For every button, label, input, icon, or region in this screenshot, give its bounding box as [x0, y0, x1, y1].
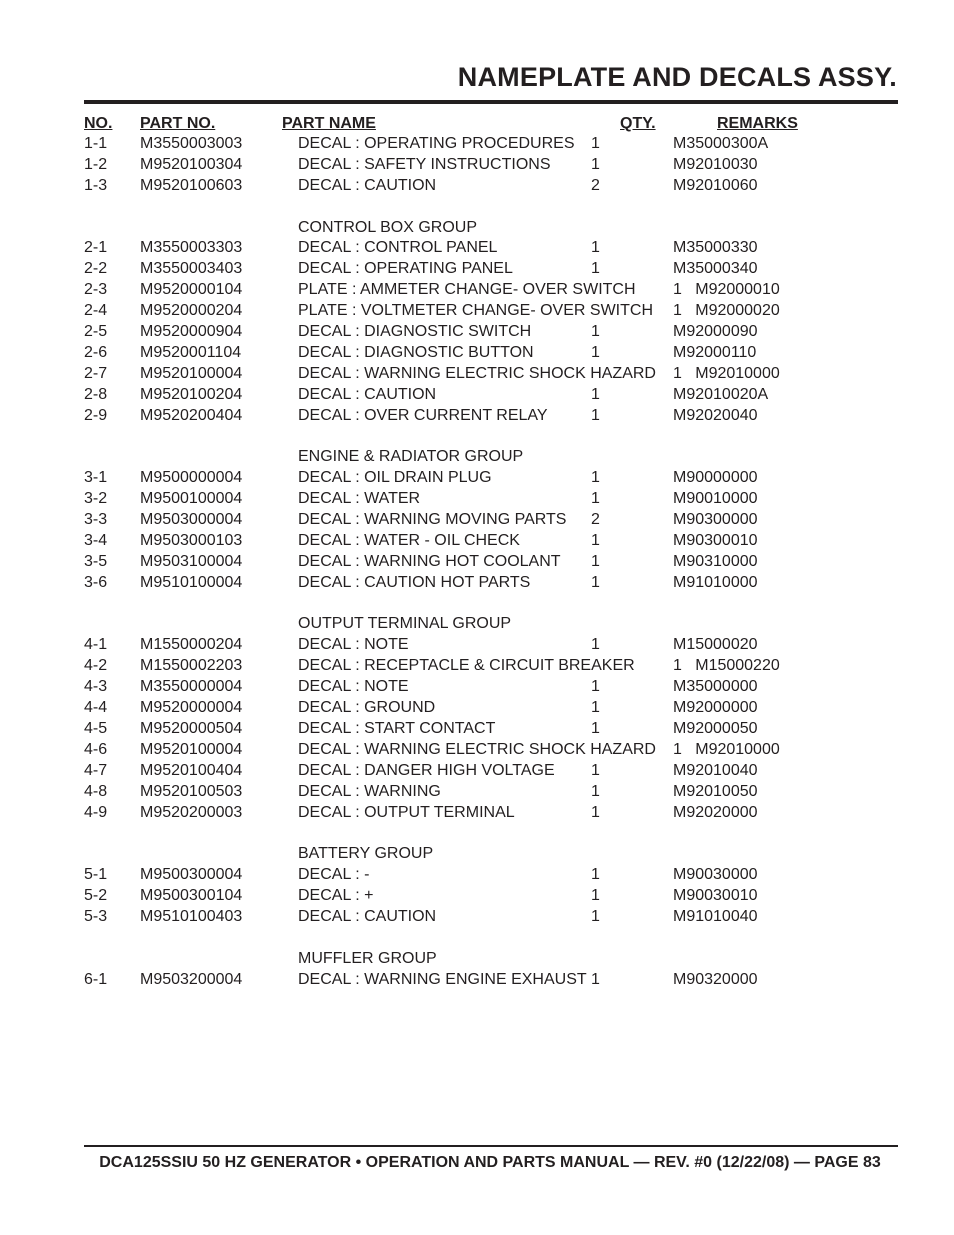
quantity: 1 [591, 385, 600, 403]
remarks: M90030000 [673, 866, 758, 884]
part-number: M9520000904 [140, 323, 243, 341]
part-number: M9520100004 [140, 740, 243, 758]
part-number: M3550003403 [140, 260, 243, 278]
spacer-row [0, 928, 954, 949]
qty-remarks: 1 M92000020 [673, 302, 780, 320]
table-row [0, 970, 954, 991]
part-number: M9520100004 [140, 364, 243, 382]
table-row [0, 301, 954, 322]
part-name: DECAL : DIAGNOSTIC SWITCH [298, 323, 532, 341]
table-row [0, 803, 954, 824]
table-row [0, 886, 954, 907]
group-heading [0, 949, 954, 970]
quantity: 1 [591, 887, 600, 905]
part-name: DECAL : CAUTION [298, 385, 437, 403]
part-number: M9520100204 [140, 385, 243, 403]
spacer-row [0, 426, 954, 447]
part-name: DECAL : DANGER HIGH VOLTAGE [298, 761, 555, 779]
header-remarks: REMARKS [717, 115, 798, 132]
part-name: DECAL : NOTE [298, 678, 409, 696]
part-name: DECAL : - [298, 866, 370, 884]
part-number: M9520200404 [140, 406, 243, 424]
part-number: M9520100503 [140, 782, 243, 800]
quantity: 1 [591, 490, 600, 508]
item-number: 3-1 [84, 469, 108, 487]
quantity: 1 [591, 531, 600, 549]
part-number: M3550003303 [140, 239, 243, 257]
item-number: 2-8 [84, 385, 108, 403]
item-number: 2-2 [84, 260, 108, 278]
quantity: 2 [591, 176, 600, 194]
table-row [0, 343, 954, 364]
item-number: 2-4 [84, 302, 108, 320]
quantity: 1 [591, 719, 600, 737]
footer-divider [84, 1145, 898, 1147]
quantity: 1 [591, 573, 600, 591]
part-number: M9520000204 [140, 302, 243, 320]
part-number: M9520000004 [140, 699, 243, 717]
table-row [0, 322, 954, 343]
item-number: 4-4 [84, 699, 108, 717]
remarks: M90300000 [673, 511, 758, 529]
header-qty: QTY. [620, 115, 656, 132]
quantity: 1 [591, 970, 600, 988]
table-row [0, 385, 954, 406]
group-name: OUTPUT TERMINAL GROUP [298, 615, 512, 633]
item-number: 5-1 [84, 866, 108, 884]
qty-remarks: 1 M15000220 [673, 657, 780, 675]
part-name: DECAL : WARNING ENGINE EXHAUST [298, 970, 587, 988]
part-name: DECAL : OPERATING PROCEDURES [298, 135, 575, 152]
quantity: 1 [591, 343, 600, 361]
group-heading [0, 844, 954, 865]
item-number: 2-9 [84, 406, 108, 424]
table-row [0, 406, 954, 427]
quantity: 1 [591, 406, 600, 424]
part-number: M9520100404 [140, 761, 243, 779]
part-name: DECAL : OPERATING PANEL [298, 260, 513, 278]
part-name: DECAL : OUTPUT TERMINAL [298, 803, 515, 821]
part-name: PLATE : VOLTMETER CHANGE- OVER SWITCH [298, 302, 653, 320]
item-number: 3-3 [84, 511, 108, 529]
part-number: M3550003003 [140, 135, 243, 152]
table-row [0, 698, 954, 719]
part-name: DECAL : CONTROL PANEL [298, 239, 498, 257]
group-name: CONTROL BOX GROUP [298, 218, 477, 236]
quantity: 1 [591, 866, 600, 884]
quantity: 1 [591, 678, 600, 696]
table-row [0, 761, 954, 782]
remarks: M35000000 [673, 678, 758, 696]
remarks: M92010030 [673, 155, 758, 173]
remarks: M92000110 [673, 343, 757, 361]
quantity: 1 [591, 636, 600, 654]
quantity: 1 [591, 699, 600, 717]
remarks: M92010040 [673, 761, 758, 779]
part-name: DECAL : WARNING ELECTRIC SHOCK HAZARD [298, 740, 656, 758]
part-name: DECAL : WARNING ELECTRIC SHOCK HAZARD [298, 364, 656, 382]
qty-remarks: 1 M92000010 [673, 281, 780, 299]
table-row [0, 677, 954, 698]
part-number: M9500300104 [140, 887, 243, 905]
item-number: 5-3 [84, 907, 108, 925]
header-part-no: PART NO. [140, 115, 216, 132]
part-number: M1550000204 [140, 636, 243, 654]
item-number: 3-5 [84, 552, 108, 570]
item-number: 3-2 [84, 490, 108, 508]
part-name: DECAL : + [298, 887, 374, 905]
item-number: 3-4 [84, 531, 108, 549]
quantity: 1 [591, 907, 600, 925]
quantity: 1 [591, 761, 600, 779]
part-name: DECAL : WATER [298, 490, 421, 508]
part-name: DECAL : WATER - OIL CHECK [298, 531, 520, 549]
part-number: M1550002203 [140, 657, 243, 675]
table-row [0, 176, 954, 197]
part-name: DECAL : CAUTION [298, 907, 437, 925]
parts-table [0, 134, 954, 991]
item-number: 4-1 [84, 636, 108, 654]
part-number: M9520100304 [140, 155, 243, 173]
part-number: M9503000103 [140, 531, 243, 549]
remarks: M92020000 [673, 803, 758, 821]
table-row [0, 573, 954, 594]
part-number: M9520100603 [140, 176, 243, 194]
quantity: 1 [591, 469, 600, 487]
part-name: PLATE : AMMETER CHANGE- OVER SWITCH [298, 281, 636, 299]
item-number: 4-8 [84, 782, 108, 800]
part-name: DECAL : START CONTACT [298, 719, 496, 737]
group-name: ENGINE & RADIATOR GROUP [298, 448, 524, 466]
item-number: 4-9 [84, 803, 108, 821]
quantity: 1 [591, 552, 600, 570]
remarks: M90000000 [673, 469, 758, 487]
remarks: M90310000 [673, 552, 758, 570]
item-number: 1-2 [84, 155, 108, 173]
remarks: M90320000 [673, 970, 758, 988]
part-name: DECAL : DIAGNOSTIC BUTTON [298, 343, 534, 361]
remarks: M92000000 [673, 699, 758, 717]
group-heading [0, 614, 954, 635]
item-number: 1-1 [84, 135, 108, 152]
remarks: M90010000 [673, 490, 758, 508]
remarks: M91010000 [673, 573, 758, 591]
quantity: 1 [591, 239, 600, 257]
table-row [0, 782, 954, 803]
table-row [0, 719, 954, 740]
title-divider [84, 100, 898, 104]
part-name: DECAL : OIL DRAIN PLUG [298, 469, 492, 487]
table-row [0, 134, 954, 155]
item-number: 4-5 [84, 719, 108, 737]
quantity: 1 [591, 803, 600, 821]
spacer-row [0, 823, 954, 844]
remarks: M15000020 [673, 636, 758, 654]
part-name: DECAL : RECEPTACLE & CIRCUIT BREAKER [298, 657, 635, 675]
table-row [0, 635, 954, 656]
remarks: M90030010 [673, 887, 758, 905]
item-number: 1-3 [84, 176, 108, 194]
part-name: DECAL : SAFETY INSTRUCTIONS [298, 155, 551, 173]
remarks: M35000340 [673, 260, 758, 278]
part-number: M9520200003 [140, 803, 243, 821]
remarks: M35000300A [673, 135, 769, 152]
group-heading [0, 447, 954, 468]
group-name: MUFFLER GROUP [298, 949, 437, 967]
table-row [0, 238, 954, 259]
remarks: M35000330 [673, 239, 758, 257]
part-number: M9510100004 [140, 573, 243, 591]
table-row [0, 364, 954, 385]
remarks: M92010020A [673, 385, 769, 403]
part-number: M9510100403 [140, 907, 243, 925]
item-number: 4-3 [84, 678, 108, 696]
part-name: DECAL : WARNING HOT COOLANT [298, 552, 561, 570]
part-number: M9520000504 [140, 719, 243, 737]
item-number: 2-1 [84, 239, 108, 257]
part-name: DECAL : GROUND [298, 699, 436, 717]
table-row [0, 552, 954, 573]
quantity: 2 [591, 511, 600, 529]
remarks: M90300010 [673, 531, 758, 549]
page-footer: DCA125SSIU 50 HZ GENERATOR • OPERATION AND PARTS MANUAL — REV. #0 (12/22/08) — PAGE 83 [99, 1154, 881, 1171]
quantity: 1 [591, 260, 600, 278]
part-number: M9500300004 [140, 866, 243, 884]
qty-remarks: 1 M92010000 [673, 740, 780, 758]
part-name: DECAL : NOTE [298, 636, 409, 654]
part-name: DECAL : CAUTION HOT PARTS [298, 573, 531, 591]
remarks: M92020040 [673, 406, 758, 424]
group-heading [0, 218, 954, 239]
part-number: M9500100004 [140, 490, 243, 508]
spacer-row [0, 197, 954, 218]
item-number: 5-2 [84, 887, 108, 905]
part-name: DECAL : WARNING [298, 782, 441, 800]
table-row [0, 907, 954, 928]
part-number: M9503100004 [140, 552, 243, 570]
quantity: 1 [591, 323, 600, 341]
quantity: 1 [591, 135, 600, 152]
item-number: 2-3 [84, 281, 108, 299]
page-title: NAMEPLATE AND DECALS ASSY. [457, 62, 897, 92]
header-no: NO. [84, 115, 113, 132]
group-name: BATTERY GROUP [298, 845, 434, 863]
part-name: DECAL : OVER CURRENT RELAY [298, 406, 548, 424]
item-number: 4-7 [84, 761, 108, 779]
part-number: M3550000004 [140, 678, 243, 696]
item-number: 3-6 [84, 573, 108, 591]
item-number: 4-2 [84, 657, 108, 675]
part-number: M9520001104 [140, 343, 242, 361]
remarks: M92010060 [673, 176, 758, 194]
remarks: M92010050 [673, 782, 758, 800]
table-row [0, 280, 954, 301]
qty-remarks: 1 M92010000 [673, 364, 780, 382]
part-name: DECAL : WARNING MOVING PARTS [298, 511, 567, 529]
remarks: M91010040 [673, 907, 758, 925]
table-row [0, 740, 954, 761]
quantity: 1 [591, 155, 600, 173]
table-row [0, 155, 954, 176]
item-number: 4-6 [84, 740, 108, 758]
item-number: 2-5 [84, 323, 108, 341]
item-number: 2-6 [84, 343, 108, 361]
table-row [0, 259, 954, 280]
table-row [0, 865, 954, 886]
spacer-row [0, 594, 954, 615]
table-row [0, 656, 954, 677]
quantity: 1 [591, 782, 600, 800]
table-row [0, 489, 954, 510]
remarks: M92000050 [673, 719, 758, 737]
part-number: M9503000004 [140, 511, 243, 529]
table-row [0, 531, 954, 552]
part-number: M9520000104 [140, 281, 243, 299]
item-number: 2-7 [84, 364, 108, 382]
part-name: DECAL : CAUTION [298, 176, 437, 194]
item-number: 6-1 [84, 970, 108, 988]
part-number: M9503200004 [140, 970, 243, 988]
table-row [0, 510, 954, 531]
part-number: M9500000004 [140, 469, 243, 487]
remarks: M92000090 [673, 323, 758, 341]
table-row [0, 468, 954, 489]
header-part-name: PART NAME [282, 115, 376, 132]
